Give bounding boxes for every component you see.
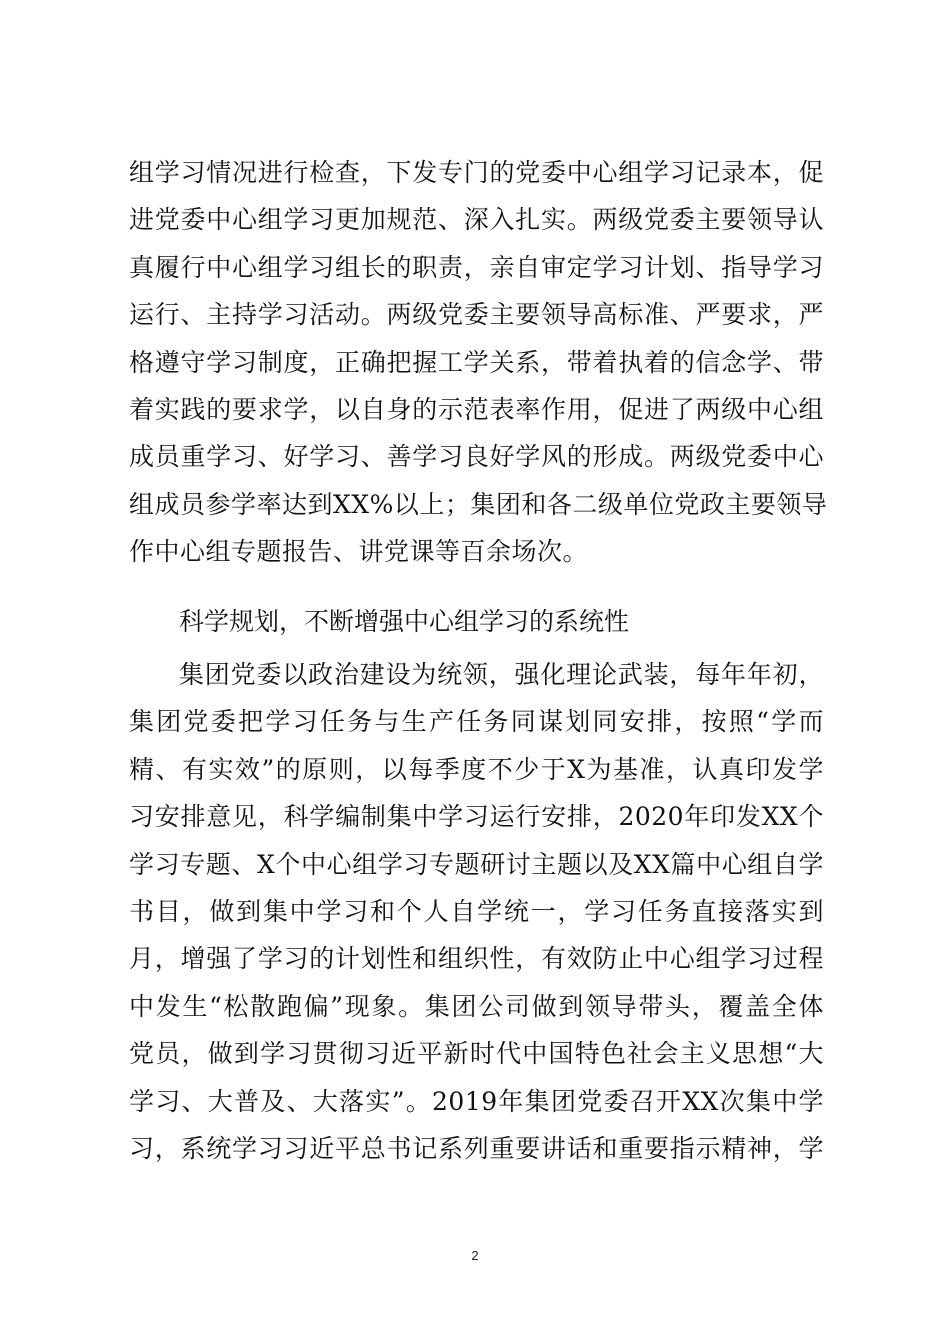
paragraph-line: 书目，做到集中学习和个人自学统一，学习任务直接落实到 xyxy=(129,896,824,926)
paragraph-1 xyxy=(129,149,828,576)
paragraph-2 xyxy=(129,651,824,1172)
paragraph-line: 习安排意见，科学编制集中学习运行安排，2020年印发XX个 xyxy=(129,802,824,832)
paragraph-line: 作中心组专题报告、讲党课等百余场次。 xyxy=(129,537,589,567)
paragraph-line: 学习、大普及、大落实”。2019年集团党委召开XX次集中学 xyxy=(129,1086,824,1116)
paragraph-line: 习，系统学习习近平总书记系列重要讲话和重要指示精神，学 xyxy=(129,1133,824,1163)
paragraph-line: 进党委中心组学习更加规范、深入扎实。两级党委主要领导认 xyxy=(129,205,824,235)
paragraph-line: 组学习情况进行检查，下发专门的党委中心组学习记录本，促 xyxy=(129,158,824,187)
paragraph-line: 组成员参学率达到XX%以上；集团和各二级单位党政主要领导 xyxy=(129,489,828,519)
paragraph-line: 格遵守学习制度，正确把握工学关系，带着执着的信念学、带 xyxy=(129,347,824,377)
page-number: 2 xyxy=(471,1248,479,1263)
paragraph-line: 运行、主持学习活动。两级党委主要领导高标准、严要求，严 xyxy=(129,300,824,330)
paragraph-line: 精、有实效”的原则，以每季度不少于X为基准，认真印发学 xyxy=(129,754,824,784)
paragraph-line: 着实践的要求学，以自身的示范表率作用，促进了两级中心组 xyxy=(129,394,824,424)
section-heading: 科学规划，不断增强中心组学习的系统性 xyxy=(179,607,630,636)
paragraph-line: 中发生“松散跑偏”现象。集团公司做到领导带头，覆盖全体 xyxy=(129,991,824,1021)
paragraph-line: 学习专题、X个中心组学习专题研讨主题以及XX篇中心组自学 xyxy=(129,849,824,879)
paragraph-line: 集团党委把学习任务与生产任务同谋划同安排，按照“学而 xyxy=(129,707,824,737)
paragraph-line: 月，增强了学习的计划性和组织性，有效防止中心组学习过程 xyxy=(129,944,824,974)
paragraph-line: 成员重学习、好学习、善学习良好学风的形成。两级党委中心 xyxy=(129,442,824,472)
paragraph-line: 集团党委以政治建设为统领，强化理论武装，每年年初， xyxy=(179,660,824,689)
paragraph-line: 党员，做到学习贯彻习近平新时代中国特色社会主义思想“大 xyxy=(129,1039,824,1069)
paragraph-line: 真履行中心组学习组长的职责，亲自审定学习计划、指导学习 xyxy=(129,252,824,282)
